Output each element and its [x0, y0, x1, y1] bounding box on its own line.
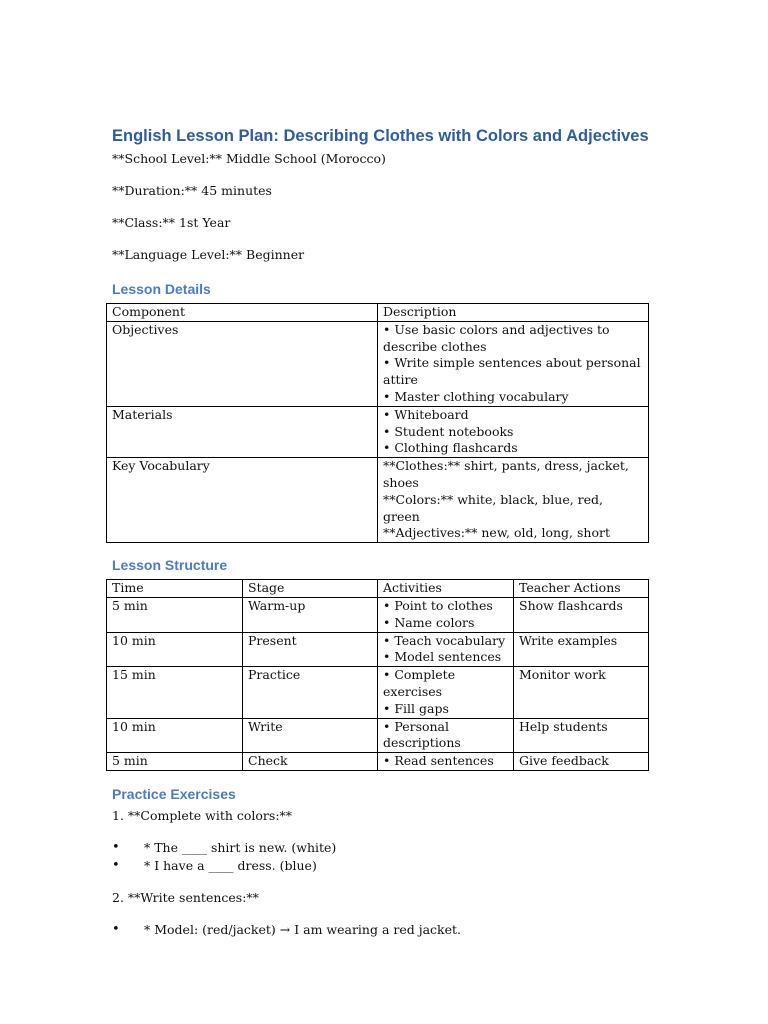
time-cell: 5 min: [107, 597, 243, 632]
activities-cell: [378, 597, 514, 632]
description-line: • Master clothing vocabulary: [383, 388, 569, 404]
description-line: **Adjectives:** new, old, long, short: [383, 525, 610, 541]
teacher-action-cell: Help students: [514, 718, 649, 753]
table-row: [107, 632, 649, 667]
activity-line: • Complete exercises: [383, 667, 456, 699]
activity-line: • Name colors: [383, 614, 475, 630]
info-duration: **Duration:** 45 minutes: [112, 183, 272, 198]
description-cell: [378, 458, 649, 543]
stage-cell: Warm-up: [243, 597, 378, 632]
lesson-details-table: [106, 303, 649, 543]
header-cell: Description: [378, 304, 649, 322]
description-line: • Write simple sentences about personal attire: [383, 355, 641, 388]
info-school-level: **School Level:** Middle School (Morocco): [112, 151, 386, 166]
exercise-2-list: [112, 921, 652, 939]
table-row: [107, 458, 649, 543]
stage-cell: Write: [243, 718, 378, 753]
activities-cell: [378, 632, 514, 667]
list-item: [112, 857, 652, 875]
header-cell: Stage: [243, 580, 378, 598]
description-line: • Student notebooks: [383, 423, 514, 439]
activities-cell: [378, 718, 514, 753]
bullet-icon: •: [112, 839, 120, 855]
table-row: [107, 753, 649, 771]
exercise-item-text: * The ____ shirt is new. (white): [144, 839, 337, 855]
stage-cell: Present: [243, 632, 378, 667]
table-row: [107, 597, 649, 632]
lesson-structure-heading: Lesson Structure: [112, 557, 228, 574]
list-item: [112, 839, 652, 857]
info-language-level: **Language Level:** Beginner: [112, 247, 305, 262]
component-cell: Objectives: [107, 321, 378, 406]
description-line: • Whiteboard: [383, 406, 469, 422]
exercise-item-text: * Model: (red/jacket) → I am wearing a red jacket.: [144, 921, 462, 937]
header-cell: Component: [107, 304, 378, 322]
info-class: **Class:** 1st Year: [112, 215, 231, 230]
activity-line: • Teach vocabulary: [383, 632, 506, 648]
description-line: **Clothes:** shirt, pants, dress, jacket, shoes: [383, 458, 629, 490]
time-cell: 10 min: [107, 718, 243, 753]
document-title: English Lesson Plan: Describing Clothes with Colors and Adjectives: [112, 127, 649, 145]
header-cell: Time: [107, 580, 243, 598]
exercise-2-title: 2. **Write sentences:**: [112, 889, 259, 905]
document-content: [112, 124, 652, 939]
activity-line: • Personal descriptions: [383, 718, 461, 751]
table-row: [107, 667, 649, 718]
activities-cell: [378, 667, 514, 718]
lesson-structure-table: [106, 579, 649, 771]
exercise-1-list: [112, 839, 652, 875]
description-cell: [378, 406, 649, 457]
teacher-action-cell: Write examples: [514, 632, 649, 667]
time-cell: 15 min: [107, 667, 243, 718]
table-row: [107, 718, 649, 753]
list-item: [112, 921, 652, 939]
practice-exercises-heading: Practice Exercises: [112, 785, 236, 802]
table-row: [107, 406, 649, 457]
exercise-1-title: 1. **Complete with colors:**: [112, 807, 293, 823]
stage-cell: Practice: [243, 667, 378, 718]
activities-cell: [378, 753, 514, 771]
teacher-action-cell: Give feedback: [514, 753, 649, 771]
activity-line: • Point to clothes: [383, 597, 493, 613]
bullet-icon: •: [112, 921, 120, 937]
component-cell: Materials: [107, 406, 378, 457]
description-line: • Clothing flashcards: [383, 440, 518, 456]
header-cell: Teacher Actions: [514, 580, 649, 598]
header-cell: Activities: [378, 580, 514, 598]
table-header-row: [107, 304, 649, 322]
activity-line: • Model sentences: [383, 649, 502, 665]
description-cell: [378, 321, 649, 406]
teacher-action-cell: Monitor work: [514, 667, 649, 718]
table-header-row: [107, 580, 649, 598]
exercise-item-text: * I have a ____ dress. (blue): [144, 857, 317, 873]
description-line: **Colors:** white, black, blue, red, green: [383, 491, 604, 524]
time-cell: 10 min: [107, 632, 243, 667]
stage-cell: Check: [243, 753, 378, 771]
component-cell: Key Vocabulary: [107, 458, 378, 543]
table-row: [107, 321, 649, 406]
teacher-action-cell: Show flashcards: [514, 597, 649, 632]
lesson-details-heading: Lesson Details: [112, 281, 211, 297]
activity-line: • Fill gaps: [383, 700, 449, 716]
description-line: • Use basic colors and adjectives to describe clothes: [383, 321, 610, 354]
bullet-icon: •: [112, 857, 120, 873]
activity-line: • Read sentences: [383, 753, 494, 769]
time-cell: 5 min: [107, 753, 243, 771]
